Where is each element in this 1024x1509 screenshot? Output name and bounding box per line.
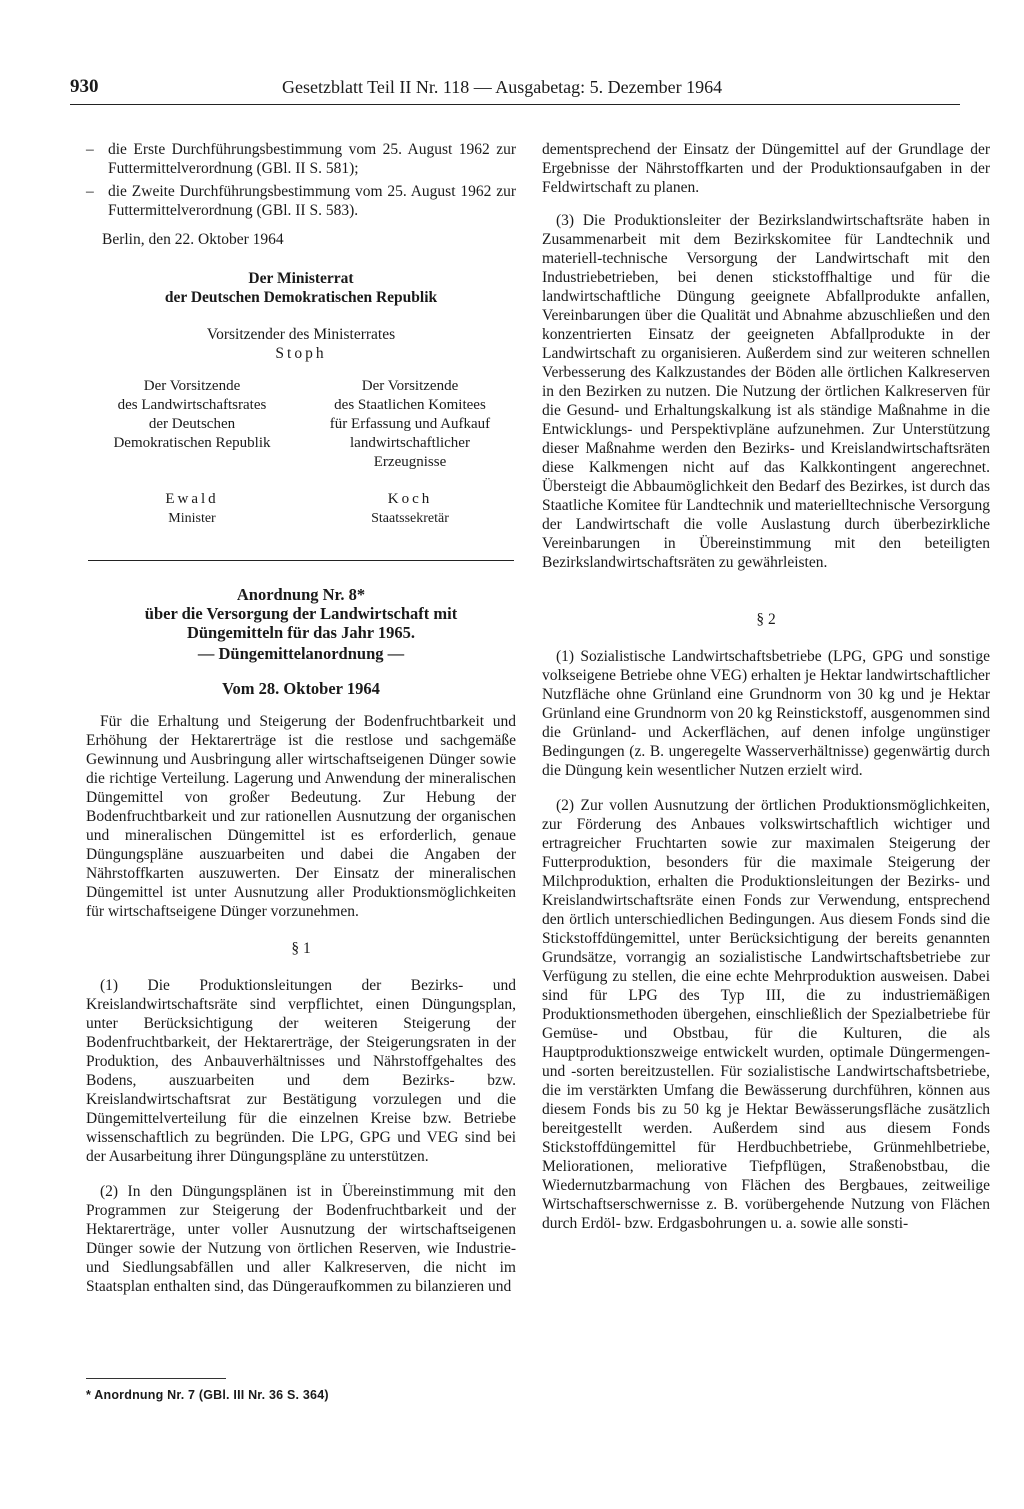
place-date: Berlin, den 22. Oktober 1964 <box>102 231 284 248</box>
signer-line: des Landwirtschaftsrates <box>117 397 267 413</box>
preamble: Für die Erhaltung und Steigerung der Bodenfruchtbarkeit und Erhöhung der Hektarerträge ist die restlose und sachgemäße Gewinnung und Ausbringung aller wirtschaftseigenen Dünger sowie die richtige Verteilung. Lagerung und Anwendung der mineralischen Düngemittel von großer Bedeutung. Zur Hebung der Bodenfruchtbarkeit und zur rationellen Ausnutzung der organischen und mineralischen Düngemittel ist es erforderlich, genaue Düngungspläne auszuarbeiten und dabei die Angaben der Nährstoffkarten auszuwerten. Der Einsatz der mineralischen Düngemittel ist unter Ausnutzung aller Produktionsmöglichkeiten für wirtschaftseigene Dünger vorzunehmen. <box>86 713 516 920</box>
decree-short-title: — Düngemittelanordnung — <box>197 644 405 663</box>
paragraph-continuation: dementsprechend der Einsatz der Düngemittel auf der Grundlage der Ergebnisse der Nährstoffkarten und der Produktionsaufgaben in der Feldwirtschaft zu planen. <box>542 141 990 196</box>
page-header <box>70 74 950 100</box>
signer-role: Staatssekretär <box>371 511 449 526</box>
chair-block <box>86 325 516 363</box>
signer-line: für Erfassung und Aufkauf <box>329 416 491 432</box>
section-heading-1: § 1 <box>291 940 311 957</box>
list-item: – die Erste Durchführungsbestimmung vom 25. August 1962 zur Futtermittelverordnung (GBl. II S. 581); <box>86 141 516 177</box>
signer-line: Demokratischen Republik <box>113 435 271 451</box>
signer-role: Minister <box>168 511 216 526</box>
issuer-line: der Deutschen Demokratischen Republik <box>164 289 438 306</box>
signer-right <box>304 377 516 528</box>
right-column <box>542 140 990 1233</box>
decree-title-line: Anordnung Nr. 8* <box>236 585 366 604</box>
signer-left <box>86 377 298 528</box>
header-rule <box>70 104 960 105</box>
issuer-block <box>86 269 516 307</box>
prior-regulations-list <box>86 140 516 220</box>
signer-line: Der Vorsitzende <box>143 378 241 394</box>
signer-line: Der Vorsitzende <box>361 378 459 394</box>
chair-title: Vorsitzender des Ministerrates <box>206 326 396 343</box>
signature-block <box>86 377 516 528</box>
page-number: 930 <box>70 76 99 97</box>
signer-line: des Staatlichen Komitees <box>334 397 486 413</box>
gazette-title: Gesetzblatt Teil II Nr. 118 — Ausgabetag: 5. Dezember 1964 <box>282 77 723 97</box>
decree-title-line: Düngemitteln für das Jahr 1965. <box>186 623 416 642</box>
paragraph: (3) Die Produktionsleiter der Bezirkslandwirtschaftsräte haben in Zusammenarbeit mit dem Bezirkskomitee für Landtechnik und materiell-technische Versorgung der Landwirtschaft mit den Industriebetrieben, bei denen stickstoffhaltige und für die landwirtschaftliche Düngung geeignete Abfallprodukte anfallen, Vereinbarungen über die Qualität und Abnahme abzuschließen und den konzentrierten Einsatz der geeigneten Abfallprodukte in der Landwirtschaft zu organisieren. Außerdem sind zur weiteren schnellen Verbesserung des Kalkzustandes der Böden alle örtlichen Kalkreserven in den Bezirken zu nutzen. Die Nutzung der örtlichen Kalkreserven für die Gesund- und Erhaltungskalkung ist als ständige Maßnahme in die Entwicklungs- und Perspektivpläne aufzunehmen. Zur Unterstützung dieser Maßnahme werden den Bezirks- und Kreislandwirtschaftsräten diese Kalkmengen nicht auf das Kalkkontingent angerechnet. Übersteigt die Abbaumöglichkeit den Bedarf des Bezirkes, ist durch das Staatliche Komitee für Landtechnik und materielltechnische Versorgung der Landwirtschaft die volle Auslastung durch überbezirkliche Vereinbarungen in Übereinstimmung mit den beteiligten Bezirkslandwirtschaftsräten zu gewährleisten. <box>542 212 990 571</box>
footnote: * Anordnung Nr. 7 (GBl. III Nr. 36 S. 364) <box>86 1388 329 1402</box>
signer-name: Koch <box>387 491 433 507</box>
signer-line: landwirtschaftlicher <box>350 435 470 451</box>
section-divider <box>88 560 514 561</box>
left-column <box>86 140 516 1296</box>
signer-line: der Deutschen <box>148 416 236 432</box>
list-item: – die Zweite Durchführungsbestimmung vom 25. August 1962 zur Futtermittelverordnung (GBl. II S. 583). <box>86 183 516 219</box>
decree-title-line: über die Versorgung der Landwirtschaft mit <box>144 604 458 623</box>
footnote-rule <box>86 1378 226 1379</box>
decree-date: Vom 28. Oktober 1964 <box>222 679 380 698</box>
signer-name: Ewald <box>165 491 219 507</box>
paragraph: (1) Die Produktionsleitungen der Bezirks- und Kreislandwirtschaftsräte sind verpflichtet, einen Düngungsplan, unter Berücksichtigung der weiteren Steigerung der Bodenfruchtbarkeit, der Hektarerträge, der Steigerungsraten in der Produktion, des Anbauverhältnisses und Nährstoffgehaltes des Bodens, auszuarbeiten und dem Bezirks- bzw. Kreislandwirtschaftsrat zur Bestätigung vorzulegen und die Düngemittelverteilung für die einzelnen Kreise bzw. Betriebe wissenschaftlich zu begründen. Die LPG, GPG und VEG sind bei der Ausarbeitung ihrer Düngungspläne zu unterstützen. <box>86 977 516 1165</box>
chair-name: Stoph <box>275 345 327 362</box>
paragraph: (2) In den Düngungsplänen ist in Übereinstimmung mit den Programmen zur Steigerung der Bodenfruchtbarkeit und der Hektarerträge, unter voller Ausnutzung der wirtschaftseigenen Dünger sowie der Nutzung von örtlichen Reserven, wie Industrie- und Siedlungsabfällen und aller Kalkreserven, die nicht im Staatsplan enthalten sind, das Düngeraufkommen zu bilanzieren und <box>86 1183 516 1295</box>
paragraph: (2) Zur vollen Ausnutzung der örtlichen Produktionsmöglichkeiten, zur Förderung des Anbaues volkswirtschaftlich wichtiger und ertragreicher Fruchtarten sowie zur maximalen Steigerung der Futterproduktion, besonders für die maximale Steigerung der Milchproduktion, erhalten die Produktionsleitungen der Bezirks- und Kreislandwirtschaftsräte einen Fonds zur Verwendung, entsprechend den örtlich unterschiedlichen Bedingungen. Aus diesem Fonds sind die Stickstoffdüngemittel, unter Berücksichtigung der bereits genannten Grundsätze, vorrangig an sozialistische Landwirtschaftsbetriebe zur Verfügung zu stellen, die eine echte Mehrproduktion ausweisen. Dabei sind für LPG des Typ III, die zu industriemäßigen Produktionsmethoden übergehen, einschließlich der Spezialbetriebe für Gemüse- und Obstbau, für die Kulturen, die als Hauptproduktionszweige entwickelt wurden, optimale Düngermengen- und -sorten bereitzustellen. Für sozialistische Landwirtschaftsbetriebe, die im verstärkten Umfang die Bewässerung durchführen, können aus diesem Fonds bis zu 50 kg je Hektar Bewässerungsfläche zusätzlich bereitgestellt werden. Außerdem sind aus diesem Fonds Stickstoffdüngemittel für Herdbuchbetriebe, Grünmehlbetriebe, Meliorationen, meliorative Tiefpflügen, Straßenobstbau, die Wiedernutzbarmachung von Flächen des Bergbaues, zeitweilige Wirtschaftserschwernisse z. B. vorübergehende Nutzung von Flächen durch Erdöl- bzw. Erdgasbohrungen u. a. sowie alle sonsti- <box>542 797 990 1232</box>
section-heading-2: § 2 <box>756 611 776 628</box>
paragraph: (1) Sozialistische Landwirtschaftsbetriebe (LPG, GPG und sonstige volkseigene Betriebe ohne VEG) erhalten je Hektar landwirtschaftlicher Nutzfläche ohne Grünland eine Grundnorm von 30 kg und je Hektar Grünland eine Grundnorm von 20 kg Reinstickstoff, ausgenommen sind die Grünland- und Ackerflächen, auf denen infolge ungünstiger Bedingungen (z. B. ungeregelte Wasserverhältnisse) gegenwärtig durch die Düngung kein wesentlicher Nutzen erzielt wird. <box>542 648 990 779</box>
signer-line: Erzeugnisse <box>373 454 447 470</box>
issuer-line: Der Ministerrat <box>248 270 354 287</box>
